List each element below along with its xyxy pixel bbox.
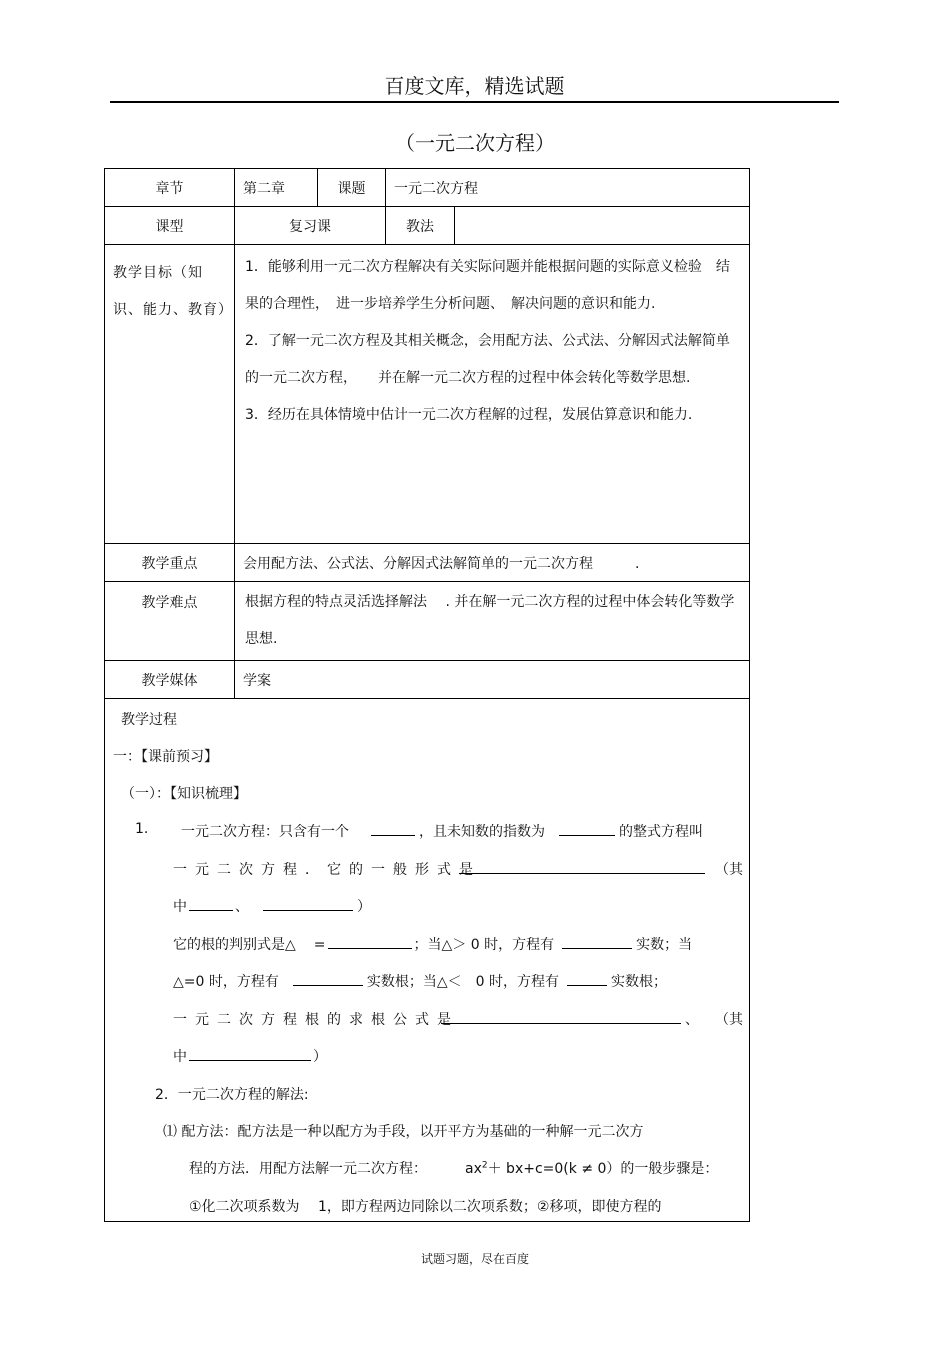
item2-heading: 2．一元二次方程的解法:: [155, 1087, 309, 1103]
lesson-plan-table: [104, 168, 750, 1222]
objective-3: 3．经历在具体情境中估计一元二次方程解的过程，发展估算意识和能力.: [245, 407, 693, 423]
topic-value: 一元二次方程: [386, 169, 750, 207]
header-divider: [110, 101, 839, 103]
method1-line3: ①化二次项系数为 1，即方程两边同除以二次项系数；②移项，即使方程的: [189, 1199, 662, 1215]
media-value: 学案: [235, 661, 750, 699]
document-title: （一元二次方程）: [395, 131, 555, 155]
row-difficulty: [105, 582, 750, 661]
method1-line2: 程的方法．用配方法解一元二次方程： $ax^2+ bx+c=0(k \ne 0)$的一般步骤是：: [189, 1160, 719, 1177]
item1-line3: 中 、 ）: [173, 896, 371, 916]
chapter-label: 章节: [105, 169, 235, 207]
difficulty-value: 根据方程的特点灵活选择解法 . 并在解一元二次方程的过程中体会转化等数学思想.: [235, 582, 750, 661]
row-media: [105, 661, 750, 699]
sub-knowledge: （一）：【知识梳理】: [121, 786, 247, 802]
type-label: 课型: [105, 207, 235, 245]
row-chapter: [105, 169, 750, 207]
chapter-value: 第二章: [235, 169, 318, 207]
row-process: [105, 699, 750, 1222]
method-value: [455, 207, 750, 245]
media-label: 教学媒体: [105, 661, 235, 699]
topic-label: 课题: [318, 169, 386, 207]
page-header: 百度文库，精选试题: [384, 74, 565, 98]
objective-1: 1．能够利用一元二次方程解决有关实际问题并能根据问题的实际意义检验 结果的合理性， 进一步培养学生分析问题、 解决问题的意识和能力.: [245, 259, 730, 312]
item1-number: 1.: [135, 821, 149, 837]
key-value: 会用配方法、公式法、分解因式法解简单的一元二次方程 .: [235, 544, 750, 582]
item1-line1: 一元二次方程：只含有一个 ，且未知数的指数为 的整式方程叫: [181, 821, 703, 841]
row-key-points: [105, 544, 750, 582]
discriminant-line2: △=0 时，方程有 实数根；当△＜ 0 时，方程有 实数根；: [173, 971, 667, 991]
method1-line1: ⑴ 配方法：配方法是一种以配方为手段，以开平方为基础的一种解一元二次方: [163, 1124, 644, 1140]
qi-open-1: （其: [715, 862, 743, 878]
objectives-cell: [235, 245, 750, 544]
discriminant-line1: 它的根的判别式是△ = ；当△＞ 0 时，方程有 实数；当: [173, 934, 692, 954]
process-heading: 教学过程: [121, 712, 177, 728]
key-label: 教学重点: [105, 544, 235, 582]
process-cell: [105, 699, 750, 1222]
row-type: [105, 207, 750, 245]
blank-root-formula: [441, 1009, 681, 1024]
objectives-label: 教学目标（知识、能力、教育）: [105, 245, 235, 544]
general-form-label: 一元二次方程．它的一般形式是: [173, 862, 481, 878]
blank-general-form: [459, 859, 705, 874]
difficulty-label: 教学难点: [105, 582, 235, 661]
qi-open-2: （其: [715, 1012, 743, 1028]
method-label: 教法: [386, 207, 455, 245]
row-objectives: [105, 245, 750, 544]
root-formula-label: 一元二次方程根的求根公式是: [173, 1012, 459, 1028]
section-preview: 一：【课前预习】: [113, 749, 218, 765]
type-value: 复习课: [235, 207, 386, 245]
formula-dun: 、: [685, 1012, 699, 1028]
objective-2: 2．了解一元二次方程及其相关概念，会用配方法、公式法、分解因式法解简单的一元二次方程， 并在解一元二次方程的过程中体会转化等数学思想.: [245, 333, 730, 386]
page-footer: 试题习题，尽在百度: [420, 1252, 529, 1266]
formula-line2: 中 ）: [173, 1046, 327, 1066]
